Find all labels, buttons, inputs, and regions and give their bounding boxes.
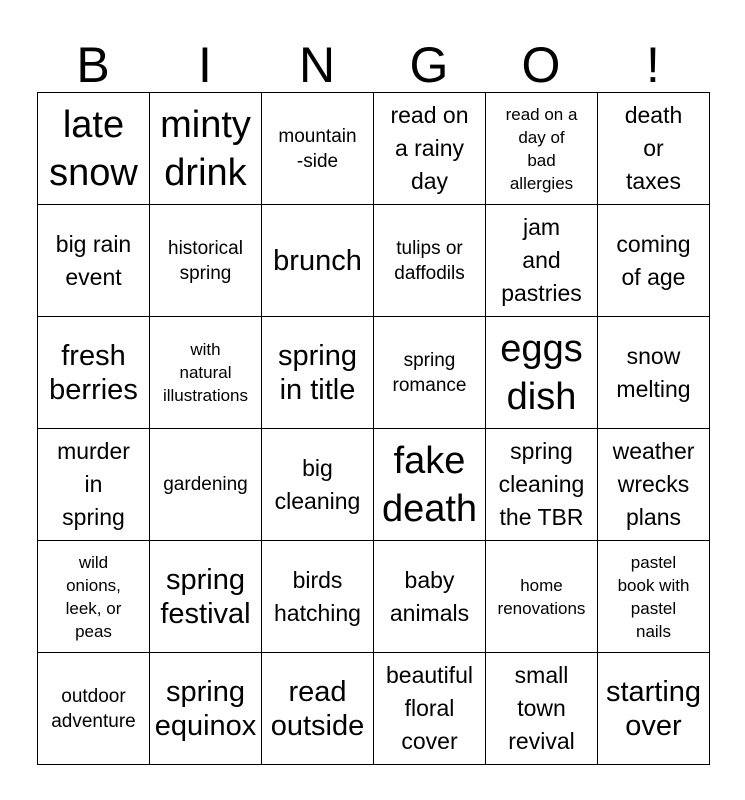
bingo-cell[interactable] [486, 317, 598, 429]
bingo-cell-label: fake death [381, 439, 478, 530]
bingo-cell-label: home renovations [497, 575, 586, 618]
bingo-cell[interactable] [262, 541, 374, 653]
bingo-cell-label: tulips or daffodils [394, 237, 465, 284]
bingo-cell[interactable] [150, 653, 262, 765]
bingo-cell-label: birds hatching [274, 566, 361, 626]
bingo-cell-label: coming of age [616, 230, 691, 290]
bingo-cell-label: fresh berries [49, 339, 138, 406]
bingo-cell-label: snow melting [616, 342, 691, 402]
bingo-cell[interactable] [486, 205, 598, 317]
bingo-cell-label: murder in spring [57, 438, 130, 530]
bingo-cell[interactable] [262, 317, 374, 429]
bingo-cell[interactable] [38, 93, 150, 205]
bingo-cell-label: outdoor adventure [51, 685, 136, 732]
bingo-cell-label: big rain event [55, 230, 132, 290]
bingo-cell-label: spring cleaning the TBR [498, 438, 585, 530]
bingo-cell-label: wild onions, leek, or peas [65, 552, 122, 641]
bingo-cell[interactable] [374, 541, 486, 653]
bingo-cell-label: baby animals [389, 566, 470, 626]
bingo-cell-label: weather wrecks plans [612, 438, 695, 530]
bingo-cell-label: read outside [270, 675, 365, 742]
bingo-cell[interactable] [374, 205, 486, 317]
bingo-cell-label: minty drink [160, 103, 251, 194]
bingo-cell[interactable] [262, 93, 374, 205]
bingo-cell-label: spring in title [278, 339, 357, 406]
bingo-cell-label: spring equinox [154, 675, 257, 742]
bingo-cell[interactable] [598, 653, 710, 765]
bingo-cell[interactable] [374, 429, 486, 541]
bingo-cell-label: pastel book with pastel nails [617, 552, 690, 641]
bingo-cell-label: spring romance [392, 349, 467, 396]
bingo-cell[interactable] [374, 653, 486, 765]
header-letter-exclamation: ! [646, 37, 660, 93]
bingo-cell[interactable] [598, 317, 710, 429]
header-letter-n: N [298, 37, 336, 93]
bingo-cell[interactable] [486, 429, 598, 541]
bingo-cell-label: mountain -side [278, 125, 357, 172]
bingo-cell[interactable] [38, 205, 150, 317]
bingo-cell-label: spring festival [160, 563, 251, 630]
bingo-board [37, 92, 710, 765]
bingo-cell-label: late snow [49, 103, 138, 194]
bingo-cell[interactable] [598, 205, 710, 317]
header-letter-i: I [198, 37, 212, 93]
bingo-cell[interactable] [262, 429, 374, 541]
bingo-cell-label: beautiful floral cover [386, 662, 473, 754]
bingo-cell-label: jam and pastries [501, 214, 582, 306]
header-letter-o: O [521, 37, 561, 93]
bingo-cell[interactable] [486, 93, 598, 205]
bingo-cell[interactable] [38, 653, 150, 765]
bingo-cell[interactable] [598, 541, 710, 653]
bingo-cell-label: starting over [605, 675, 702, 742]
bingo-header [37, 36, 709, 94]
bingo-cell-label: death or taxes [624, 102, 683, 194]
bingo-cell[interactable] [598, 93, 710, 205]
bingo-cell-label: big cleaning [274, 454, 361, 514]
bingo-cell[interactable] [486, 541, 598, 653]
bingo-cell[interactable] [598, 429, 710, 541]
bingo-cell-label: gardening [163, 474, 248, 495]
bingo-cell-label: read on a rainy day [390, 102, 469, 194]
bingo-cell-label: small town revival [508, 662, 575, 754]
bingo-cell[interactable] [150, 317, 262, 429]
bingo-cell[interactable] [486, 653, 598, 765]
bingo-cell[interactable] [150, 429, 262, 541]
bingo-cell[interactable] [38, 429, 150, 541]
bingo-cell[interactable] [150, 541, 262, 653]
bingo-cell-label: with natural illustrations [162, 340, 249, 405]
bingo-cell[interactable] [150, 93, 262, 205]
bingo-cell-label: eggs dish [500, 327, 583, 418]
bingo-cell[interactable] [262, 205, 374, 317]
bingo-cell[interactable] [374, 317, 486, 429]
bingo-cell[interactable] [374, 93, 486, 205]
bingo-cell[interactable] [262, 653, 374, 765]
header-letter-b: B [76, 37, 110, 93]
bingo-cell[interactable] [38, 541, 150, 653]
bingo-cell-label: brunch [273, 244, 362, 277]
bingo-cell-label: historical spring [168, 237, 243, 284]
bingo-cell-label: read on a day of bad allergies [505, 104, 578, 193]
bingo-cell[interactable] [150, 205, 262, 317]
header-letter-g: G [409, 37, 449, 93]
bingo-cell[interactable] [38, 317, 150, 429]
